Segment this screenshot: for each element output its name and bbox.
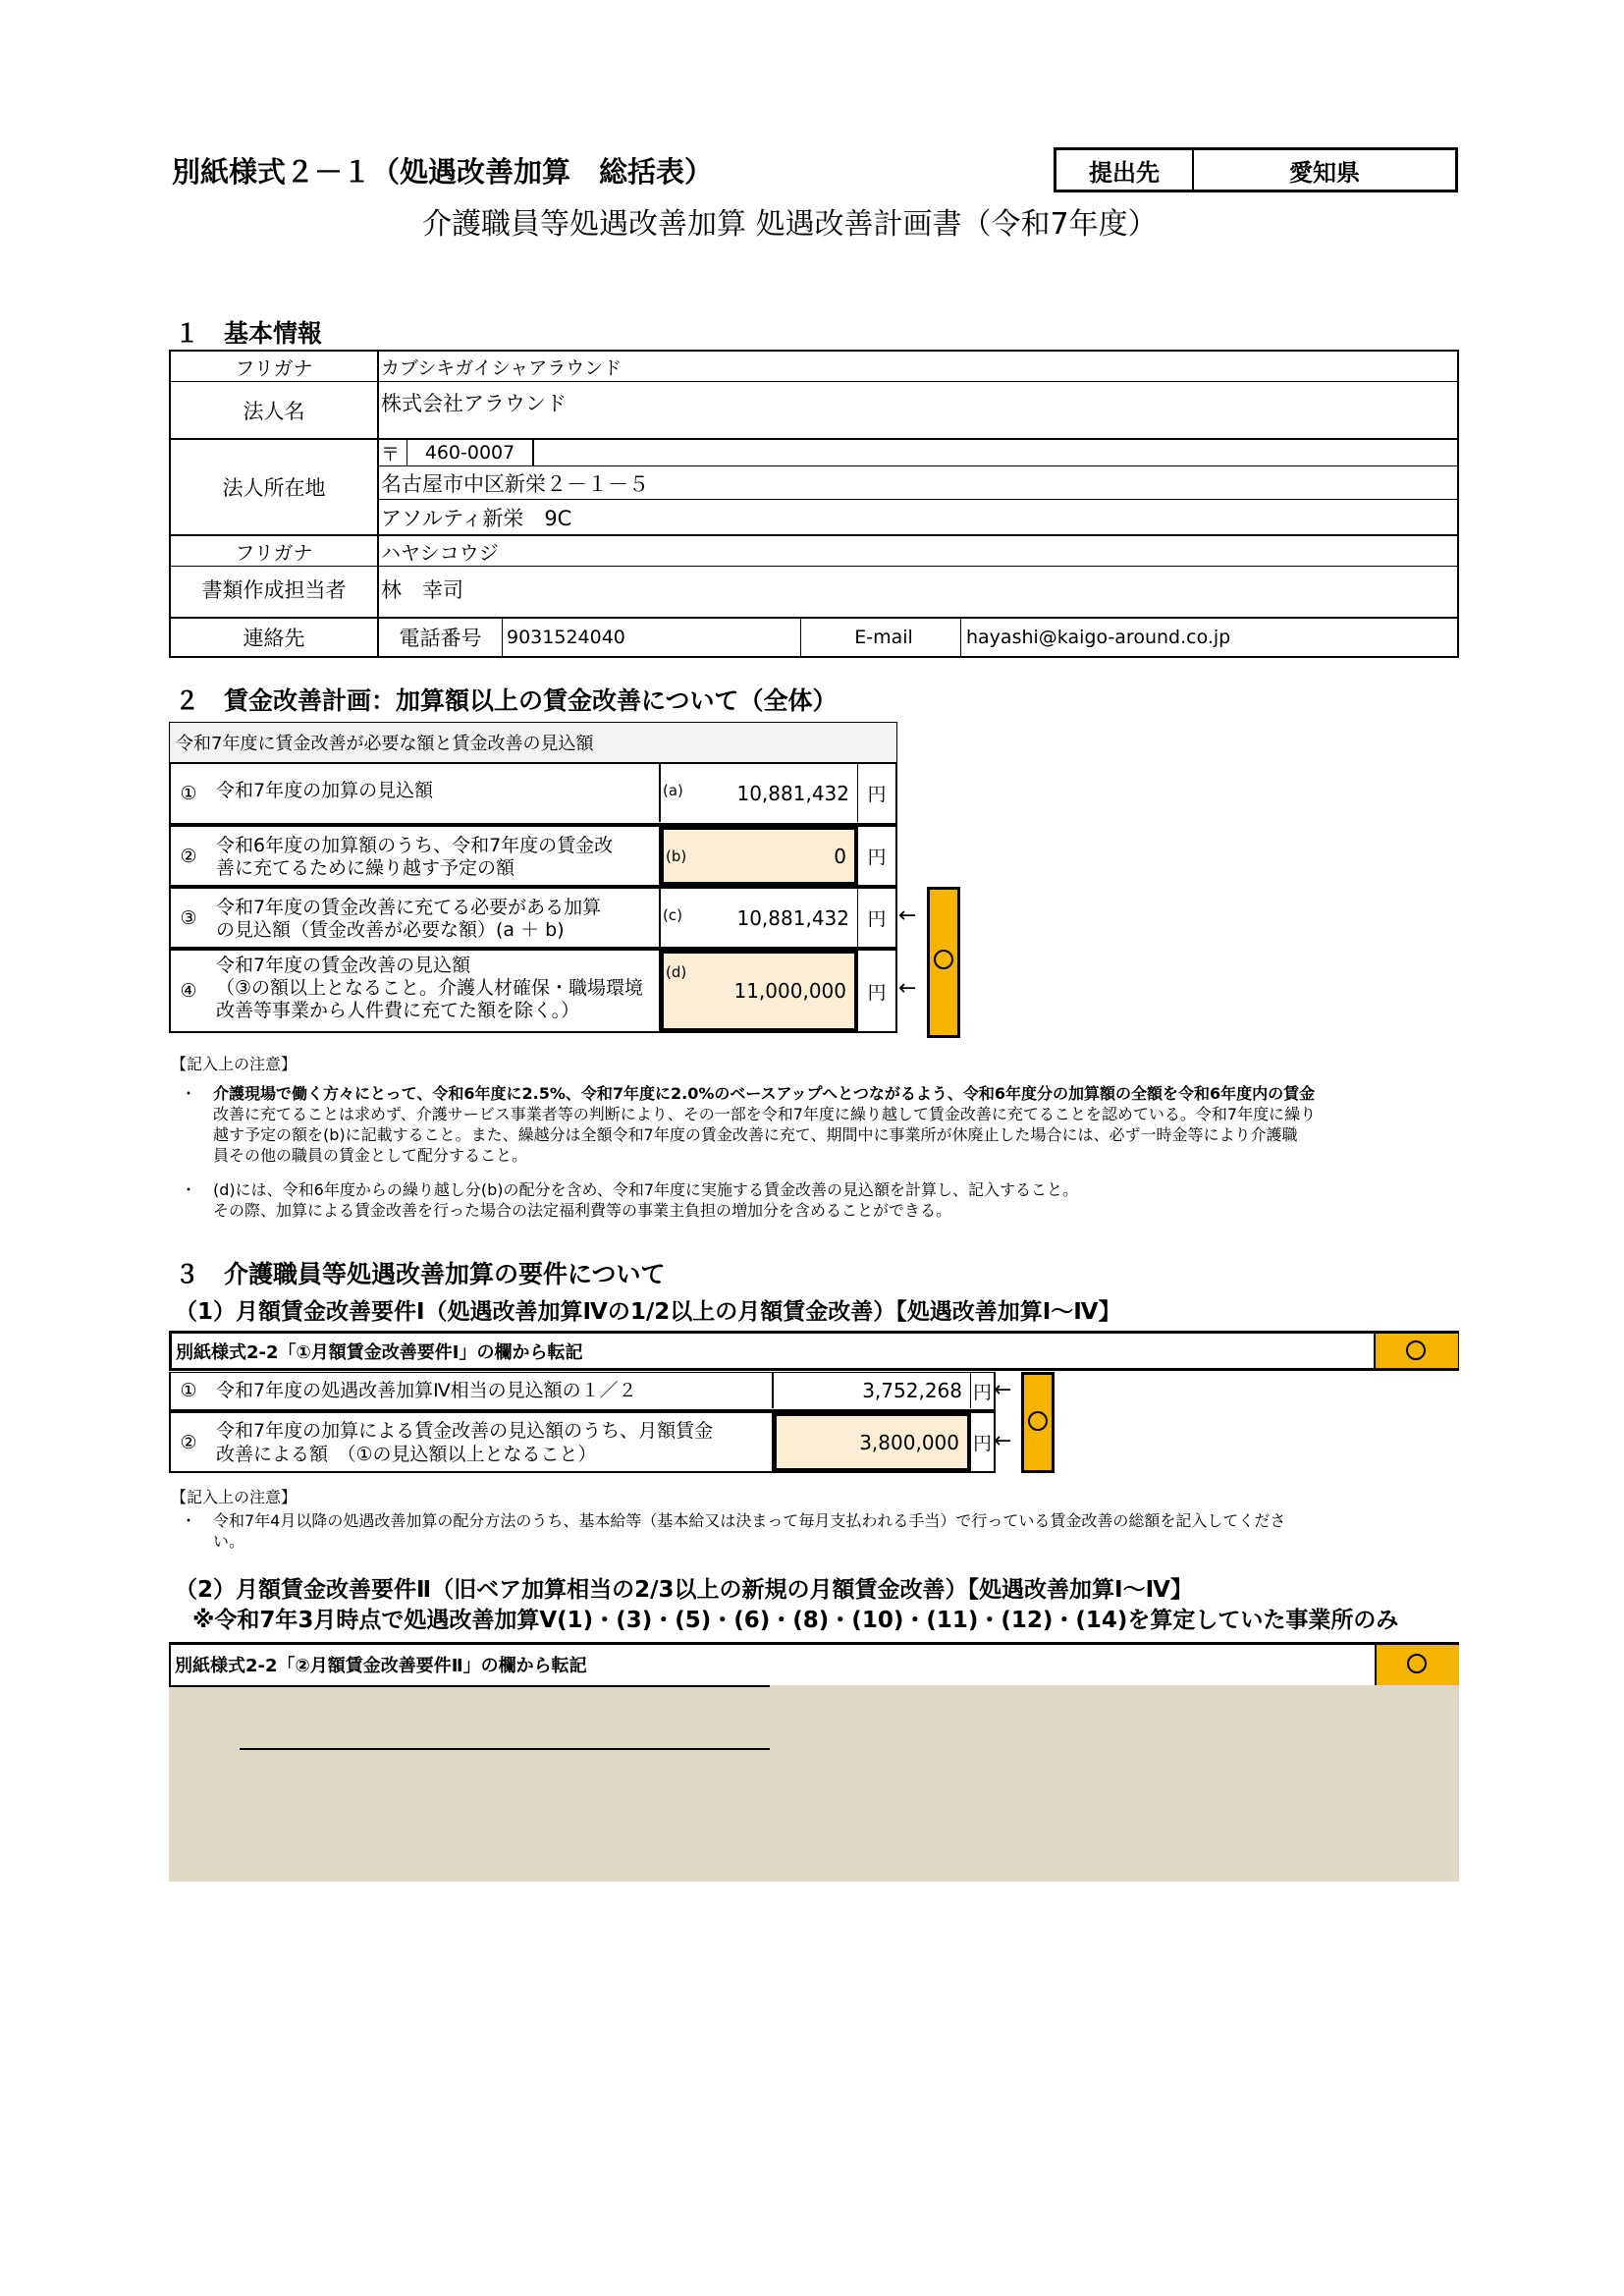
- unit-label: 円: [867, 847, 887, 868]
- address-line1-input[interactable]: 名古屋市中区新栄２－１－５: [381, 471, 649, 496]
- sub1-caption-bar: [169, 1331, 1459, 1371]
- row-text-line: 善に充てるために繰り越す予定の額: [216, 857, 515, 879]
- amount-value: 10,881,432: [736, 905, 849, 930]
- wage-plan-caption-text: 令和7年度に賃金改善が必要な額と賃金改善の見込額: [176, 734, 594, 754]
- row-text-line: 令和7年度の賃金改善の見込額: [216, 955, 471, 976]
- wage-plan-caption: [169, 722, 897, 763]
- row-text: [216, 1419, 746, 1466]
- grayed-area: [169, 1685, 1459, 1882]
- email-label: E-mail: [854, 627, 913, 648]
- amount-value: 11,000,000: [733, 979, 846, 1003]
- submit-box: [1054, 147, 1458, 192]
- address-label: 法人所在地: [222, 476, 326, 500]
- check-circle-icon: [934, 950, 953, 969]
- row-number: ③: [180, 906, 197, 929]
- unit-label: 円: [867, 784, 887, 805]
- wage-plan-row: [169, 825, 897, 887]
- row-number: ②: [180, 845, 197, 867]
- amount-tag: (d): [666, 963, 687, 981]
- unit-label: 円: [972, 1381, 992, 1403]
- sub2-caption-bar: [169, 1642, 1459, 1685]
- left-arrow-icon: ←: [994, 1378, 1012, 1402]
- row-number: ①: [180, 782, 197, 804]
- amount-input[interactable]: [774, 1373, 970, 1408]
- section2-heading: ２ 賃金改善計画：加算額以上の賃金改善について（全体）: [175, 686, 838, 715]
- sub2-heading: （2）月額賃金改善要件Ⅱ（旧ベア加算相当の2/3以上の新規の月額賃金改善）【処遇改善加算Ⅰ～Ⅳ】: [175, 1577, 1193, 1603]
- row-text-line: 改善による額 （①の見込額以上となること）: [216, 1444, 597, 1465]
- corp-name-input[interactable]: 株式会社アラウンド: [381, 392, 567, 415]
- row-text-line: 令和6年度の加算額のうち、令和7年度の賃金改: [216, 835, 614, 856]
- contact-label: 連絡先: [243, 627, 305, 650]
- check-circle-icon: [1406, 1340, 1426, 1360]
- row-text-line: の見込額（賃金改善が必要な額）(a ＋ b): [216, 919, 565, 941]
- amount-input[interactable]: [661, 889, 857, 947]
- amount-value: 3,800,000: [859, 1430, 959, 1454]
- note1-line: 員その他の職員の賃金として配分すること。: [213, 1146, 528, 1165]
- row-text-line: 令和7年度の処遇改善加算Ⅳ相当の見込額の１／２: [216, 1380, 637, 1401]
- row-number: ④: [180, 980, 197, 1002]
- note1-line: 越す予定の額を(b)に記載すること。また、繰越分は全額令和7年度の賃金改善に充て、期間中に事業所が休廃止した場合には、必ず一時金等により介護職: [213, 1125, 1298, 1144]
- row-number: ①: [180, 1380, 197, 1401]
- sub1-note-line: 令和7年4月以降の処遇改善加算の配分方法のうち、基本給等（基本給又は決まって毎月支払われる手当）で行っている賃金改善の総額を記入してくださ: [213, 1511, 1286, 1530]
- amount-value: 10,881,432: [736, 781, 849, 805]
- divider-line: [169, 1685, 770, 1687]
- sub2-note: ※令和7年3月時点で処遇改善加算Ⅴ(1)・(3)・(5)・(6)・(8)・(10)・(11)・(12)・(14)を算定していた事業所のみ: [192, 1608, 1399, 1633]
- postal-mark: 〒: [381, 443, 401, 465]
- left-arrow-icon: ←: [898, 976, 917, 1001]
- form-title: 別紙様式２－１（処遇改善加算 総括表）: [172, 155, 714, 189]
- row-text: [216, 1379, 746, 1402]
- notes-header: 【記入上の注意】: [171, 1055, 298, 1073]
- phone-label: 電話番号: [379, 619, 503, 656]
- section3-heading: ３ 介護職員等処遇改善加算の要件について: [175, 1260, 666, 1288]
- amount-input[interactable]: [661, 951, 857, 1031]
- left-arrow-icon: ←: [994, 1428, 1012, 1453]
- note1: [213, 1083, 1450, 1166]
- note2: [213, 1179, 1450, 1221]
- bullet-icon: ・: [181, 1084, 197, 1103]
- furigana-input[interactable]: カブシキガイシャアラウンド: [381, 356, 623, 379]
- sub1-note-line: い。: [213, 1532, 245, 1551]
- amount-tag: (b): [666, 847, 687, 865]
- unit-label: 円: [867, 908, 887, 930]
- doc-title: 介護職員等処遇改善加算 処遇改善計画書（令和7年度）: [422, 207, 1158, 242]
- furigana-label: フリガナ: [235, 355, 313, 380]
- unit-label: 円: [867, 981, 887, 1004]
- person-furigana-input[interactable]: ハヤシコウジ: [381, 540, 499, 565]
- amount-value: 3,752,268: [862, 1379, 962, 1402]
- person-furigana-label: フリガナ: [235, 540, 313, 565]
- note2-line: その際、加算による賃金改善を行った場合の法定福利費等の事業主負担の増加分を含めることができる。: [213, 1201, 952, 1220]
- submit-value[interactable]: 愛知県: [1289, 158, 1360, 187]
- wage-plan-row: [169, 763, 897, 825]
- amount-input[interactable]: [661, 827, 857, 885]
- corp-name-label: 法人名: [243, 399, 305, 423]
- row-text-line: 令和7年度の加算による賃金改善の見込額のうち、月額賃金: [216, 1420, 714, 1442]
- address-line2-input[interactable]: アソルティ新栄 9C: [381, 506, 572, 530]
- bullet-icon: ・: [181, 1180, 197, 1199]
- basic-info-table: [169, 350, 1459, 658]
- row-text-line: 改善等事業から人件費に充てた額を除く。）: [216, 1000, 580, 1021]
- amount-input[interactable]: [774, 1413, 970, 1471]
- sub1-caption: 別紙様式2-2「①月額賃金改善要件Ⅰ」の欄から転記: [176, 1341, 583, 1363]
- amount-input[interactable]: [661, 764, 857, 822]
- sub1-heading: （1）月額賃金改善要件Ⅰ（処遇改善加算Ⅳの1/2以上の月額賃金改善）【処遇改善加算Ⅰ～Ⅳ】: [175, 1299, 1121, 1325]
- check-circle-icon: [1407, 1654, 1427, 1673]
- unit-label: 円: [972, 1433, 992, 1454]
- section1-heading: １ 基本情報: [175, 319, 323, 348]
- check-circle-icon: [1028, 1411, 1048, 1431]
- person-label: 書類作成担当者: [201, 578, 347, 602]
- note1-line: 改善に充てることは求めず、介護サービス事業者等の判断により、その一部を令和7年度に繰り越して賃金改善に充てることを認めている。令和7年度に繰り: [213, 1105, 1317, 1123]
- postal-code-input[interactable]: 460-0007: [406, 440, 534, 465]
- amount-value: 0: [834, 844, 846, 868]
- sub1-notes-header: 【記入上の注意】: [171, 1488, 298, 1506]
- note1-line: 介護現場で働く方々にとって、令和6年度に2.5%、令和7年度に2.0%のベースアップへとつながるよう、令和6年度分の加算額の全額を令和6年度内の賃金: [213, 1084, 1316, 1103]
- submit-label: 提出先: [1056, 150, 1194, 190]
- left-arrow-icon: ←: [898, 902, 917, 928]
- sub1-row: [169, 1372, 996, 1411]
- sub1-note: [213, 1510, 1450, 1552]
- person-input[interactable]: 林 幸司: [381, 578, 463, 602]
- bullet-icon: ・: [181, 1511, 197, 1530]
- divider-line: [240, 1748, 770, 1750]
- amount-tag: (a): [663, 782, 683, 799]
- sub2-caption: 別紙様式2-2「②月額賃金改善要件Ⅱ」の欄から転記: [175, 1656, 587, 1676]
- sub1-row: [169, 1411, 996, 1473]
- row-text-line: 令和7年度の賃金改善に充てる必要がある加算: [216, 897, 602, 918]
- wage-plan-row: [169, 949, 897, 1033]
- email-input[interactable]: hayashi@kaigo-around.co.jp: [966, 627, 1231, 648]
- row-number: ②: [180, 1431, 197, 1453]
- note2-line: (d)には、令和6年度からの繰り越し分(b)の配分を含め、令和7年度に実施する賃金改善の見込額を計算し、記入すること。: [213, 1180, 1079, 1199]
- row-text-line: （③の額以上となること。介護人材確保・職場環境: [216, 977, 644, 999]
- amount-tag: (c): [663, 906, 682, 924]
- row-text-line: 令和7年度の加算の見込額: [216, 780, 434, 801]
- phone-input[interactable]: 9031524040: [507, 619, 801, 656]
- wage-plan-row: [169, 887, 897, 949]
